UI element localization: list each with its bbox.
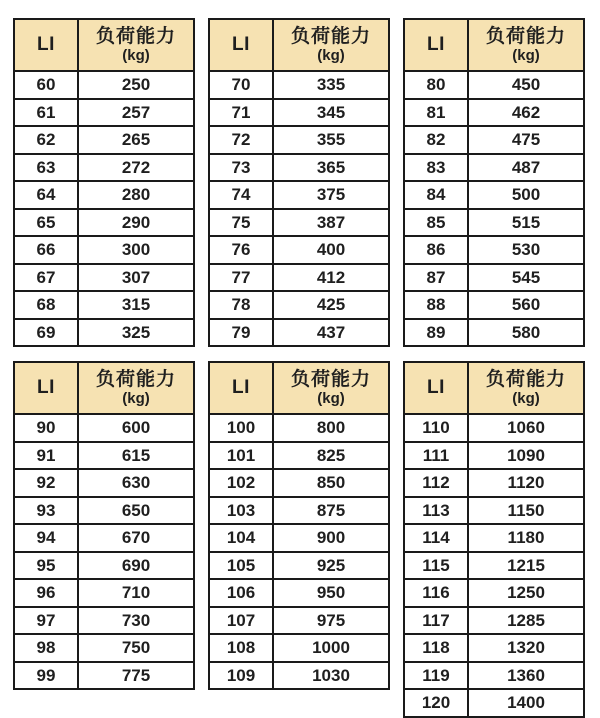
capacity-column-header (78, 362, 194, 414)
table-row (14, 442, 194, 470)
table-row (404, 552, 584, 580)
li-cell: 92 (14, 469, 78, 497)
table-row (209, 552, 389, 580)
table-row (404, 469, 584, 497)
capacity-column-header (273, 19, 389, 71)
load-index-table (208, 18, 390, 347)
table-row (404, 414, 584, 442)
table-header (14, 19, 194, 71)
table-row (14, 181, 194, 209)
load-index-table (208, 361, 390, 690)
li-cell: 71 (209, 99, 273, 127)
table-row (14, 497, 194, 525)
table-row (404, 579, 584, 607)
li-cell: 89 (404, 319, 468, 347)
table-header (209, 362, 389, 414)
kg-cell: 487 (468, 154, 584, 182)
capacity-column-header (273, 362, 389, 414)
li-cell: 95 (14, 552, 78, 580)
li-cell: 105 (209, 552, 273, 580)
li-cell: 75 (209, 209, 273, 237)
li-cell: 96 (14, 579, 78, 607)
table-row (209, 291, 389, 319)
capacity-header-label: 负荷能力 (290, 369, 371, 391)
table-row (404, 154, 584, 182)
capacity-column-header (468, 19, 584, 71)
li-cell: 90 (14, 414, 78, 442)
li-column-header (14, 362, 78, 414)
table-row (404, 209, 584, 237)
li-cell: 109 (209, 662, 273, 690)
kg-cell: 875 (273, 497, 389, 525)
li-header-label: LI (427, 34, 445, 55)
li-cell: 63 (14, 154, 78, 182)
kg-cell: 375 (273, 181, 389, 209)
kg-cell: 515 (468, 209, 584, 237)
kg-cell: 365 (273, 154, 389, 182)
table-row (404, 662, 584, 690)
table-body (14, 414, 194, 689)
li-column-header (209, 19, 273, 71)
kg-cell: 600 (78, 414, 194, 442)
kg-cell: 300 (78, 236, 194, 264)
kg-cell: 925 (273, 552, 389, 580)
li-cell: 61 (14, 99, 78, 127)
table-row (209, 662, 389, 690)
kg-cell: 750 (78, 634, 194, 662)
table-header (14, 362, 194, 414)
table-row (404, 181, 584, 209)
table-row (14, 99, 194, 127)
table-body (404, 71, 584, 346)
kg-cell: 580 (468, 319, 584, 347)
li-cell: 74 (209, 181, 273, 209)
capacity-column-header (468, 362, 584, 414)
li-column-header (404, 362, 468, 414)
li-cell: 67 (14, 264, 78, 292)
li-cell: 102 (209, 469, 273, 497)
kg-cell: 1215 (468, 552, 584, 580)
table-body (209, 71, 389, 346)
li-cell: 93 (14, 497, 78, 525)
li-cell: 60 (14, 71, 78, 99)
li-cell: 68 (14, 291, 78, 319)
capacity-column-header (78, 19, 194, 71)
kg-cell: 950 (273, 579, 389, 607)
kg-cell: 1360 (468, 662, 584, 690)
li-cell: 64 (14, 181, 78, 209)
kg-cell: 1000 (273, 634, 389, 662)
table-row (209, 579, 389, 607)
li-cell: 101 (209, 442, 273, 470)
li-cell: 107 (209, 607, 273, 635)
table-row (14, 552, 194, 580)
kg-cell: 800 (273, 414, 389, 442)
kg-cell: 1150 (468, 497, 584, 525)
kg-cell: 290 (78, 209, 194, 237)
capacity-header-label: 负荷能力 (95, 369, 176, 391)
kg-cell: 325 (78, 319, 194, 347)
li-cell: 77 (209, 264, 273, 292)
table-row (404, 524, 584, 552)
kg-cell: 1250 (468, 579, 584, 607)
li-cell: 108 (209, 634, 273, 662)
header-row (209, 19, 389, 71)
li-header-label: LI (427, 377, 445, 398)
li-cell: 99 (14, 662, 78, 690)
table-row (14, 291, 194, 319)
capacity-unit-label: (kg) (317, 390, 345, 408)
table-row (14, 414, 194, 442)
kg-cell: 250 (78, 71, 194, 99)
li-cell: 110 (404, 414, 468, 442)
header-row (14, 362, 194, 414)
table-row (404, 442, 584, 470)
table-row (14, 236, 194, 264)
li-cell: 87 (404, 264, 468, 292)
table-row (209, 181, 389, 209)
kg-cell: 1320 (468, 634, 584, 662)
table-row (14, 264, 194, 292)
table-body (209, 414, 389, 689)
li-cell: 119 (404, 662, 468, 690)
capacity-unit-label: (kg) (122, 47, 150, 65)
li-cell: 66 (14, 236, 78, 264)
li-cell: 97 (14, 607, 78, 635)
kg-cell: 500 (468, 181, 584, 209)
load-index-table (403, 361, 585, 718)
li-cell: 81 (404, 99, 468, 127)
kg-cell: 775 (78, 662, 194, 690)
table-header (404, 362, 584, 414)
kg-cell: 265 (78, 126, 194, 154)
li-cell: 106 (209, 579, 273, 607)
table-row (404, 319, 584, 347)
kg-cell: 1180 (468, 524, 584, 552)
kg-cell: 975 (273, 607, 389, 635)
li-cell: 69 (14, 319, 78, 347)
kg-cell: 1120 (468, 469, 584, 497)
li-cell: 62 (14, 126, 78, 154)
table-row (209, 236, 389, 264)
li-cell: 94 (14, 524, 78, 552)
kg-cell: 630 (78, 469, 194, 497)
header-row (404, 19, 584, 71)
li-column-header (14, 19, 78, 71)
header-row (404, 362, 584, 414)
li-header-label: LI (232, 377, 250, 398)
table-row (14, 524, 194, 552)
table-row (404, 497, 584, 525)
li-cell: 86 (404, 236, 468, 264)
kg-cell: 900 (273, 524, 389, 552)
table-row (14, 607, 194, 635)
li-cell: 84 (404, 181, 468, 209)
table-row (14, 319, 194, 347)
kg-cell: 355 (273, 126, 389, 154)
table-row (14, 579, 194, 607)
li-cell: 73 (209, 154, 273, 182)
table-row (14, 469, 194, 497)
table-row (209, 264, 389, 292)
li-cell: 83 (404, 154, 468, 182)
table-row (404, 607, 584, 635)
kg-cell: 530 (468, 236, 584, 264)
li-header-label: LI (232, 34, 250, 55)
table-row (404, 689, 584, 717)
kg-cell: 450 (468, 71, 584, 99)
capacity-unit-label: (kg) (512, 390, 540, 408)
header-row (14, 19, 194, 71)
li-cell: 113 (404, 497, 468, 525)
li-cell: 100 (209, 414, 273, 442)
table-body (14, 71, 194, 346)
li-cell: 111 (404, 442, 468, 470)
table-row (209, 319, 389, 347)
li-cell: 104 (209, 524, 273, 552)
capacity-header-label: 负荷能力 (485, 26, 566, 48)
li-cell: 114 (404, 524, 468, 552)
kg-cell: 335 (273, 71, 389, 99)
table-row (404, 126, 584, 154)
li-header-label: LI (37, 377, 55, 398)
li-cell: 85 (404, 209, 468, 237)
kg-cell: 730 (78, 607, 194, 635)
table-row (209, 126, 389, 154)
li-cell: 117 (404, 607, 468, 635)
capacity-header-label: 负荷能力 (485, 369, 566, 391)
kg-cell: 400 (273, 236, 389, 264)
load-index-table (13, 18, 195, 347)
li-cell: 98 (14, 634, 78, 662)
kg-cell: 307 (78, 264, 194, 292)
li-column-header (209, 362, 273, 414)
li-cell: 91 (14, 442, 78, 470)
table-row (209, 99, 389, 127)
table-row (209, 414, 389, 442)
li-cell: 82 (404, 126, 468, 154)
li-cell: 80 (404, 71, 468, 99)
header-row (209, 362, 389, 414)
kg-cell: 690 (78, 552, 194, 580)
li-cell: 120 (404, 689, 468, 717)
capacity-header-label: 负荷能力 (290, 26, 371, 48)
kg-cell: 272 (78, 154, 194, 182)
table-row (404, 71, 584, 99)
li-cell: 72 (209, 126, 273, 154)
li-cell: 103 (209, 497, 273, 525)
kg-cell: 315 (78, 291, 194, 319)
table-row (404, 99, 584, 127)
kg-cell: 412 (273, 264, 389, 292)
kg-cell: 437 (273, 319, 389, 347)
table-row (209, 607, 389, 635)
li-cell: 78 (209, 291, 273, 319)
table-row (209, 469, 389, 497)
kg-cell: 1285 (468, 607, 584, 635)
li-column-header (404, 19, 468, 71)
load-index-table (13, 361, 195, 690)
table-row (209, 209, 389, 237)
kg-cell: 1090 (468, 442, 584, 470)
table-header (404, 19, 584, 71)
li-cell: 76 (209, 236, 273, 264)
kg-cell: 1060 (468, 414, 584, 442)
li-cell: 65 (14, 209, 78, 237)
capacity-unit-label: (kg) (512, 47, 540, 65)
li-cell: 88 (404, 291, 468, 319)
kg-cell: 387 (273, 209, 389, 237)
table-row (209, 154, 389, 182)
table-row (14, 154, 194, 182)
load-index-table (403, 18, 585, 347)
li-cell: 115 (404, 552, 468, 580)
kg-cell: 345 (273, 99, 389, 127)
capacity-unit-label: (kg) (317, 47, 345, 65)
li-cell: 70 (209, 71, 273, 99)
table-row (209, 634, 389, 662)
table-row (14, 662, 194, 690)
table-row (14, 71, 194, 99)
table-row (404, 634, 584, 662)
table-header (209, 19, 389, 71)
li-cell: 79 (209, 319, 273, 347)
li-cell: 112 (404, 469, 468, 497)
table-row (14, 209, 194, 237)
tables-grid (13, 18, 585, 718)
table-row (209, 442, 389, 470)
table-row (14, 634, 194, 662)
table-body (404, 414, 584, 717)
table-row (404, 291, 584, 319)
li-header-label: LI (37, 34, 55, 55)
capacity-unit-label: (kg) (122, 390, 150, 408)
li-cell: 116 (404, 579, 468, 607)
kg-cell: 545 (468, 264, 584, 292)
kg-cell: 425 (273, 291, 389, 319)
kg-cell: 710 (78, 579, 194, 607)
table-row (209, 524, 389, 552)
kg-cell: 615 (78, 442, 194, 470)
kg-cell: 560 (468, 291, 584, 319)
kg-cell: 462 (468, 99, 584, 127)
kg-cell: 850 (273, 469, 389, 497)
li-cell: 118 (404, 634, 468, 662)
kg-cell: 650 (78, 497, 194, 525)
kg-cell: 257 (78, 99, 194, 127)
table-row (209, 71, 389, 99)
table-row (404, 236, 584, 264)
kg-cell: 825 (273, 442, 389, 470)
table-row (404, 264, 584, 292)
table-row (209, 497, 389, 525)
kg-cell: 1030 (273, 662, 389, 690)
kg-cell: 670 (78, 524, 194, 552)
kg-cell: 1400 (468, 689, 584, 717)
capacity-header-label: 负荷能力 (95, 26, 176, 48)
kg-cell: 475 (468, 126, 584, 154)
kg-cell: 280 (78, 181, 194, 209)
table-row (14, 126, 194, 154)
